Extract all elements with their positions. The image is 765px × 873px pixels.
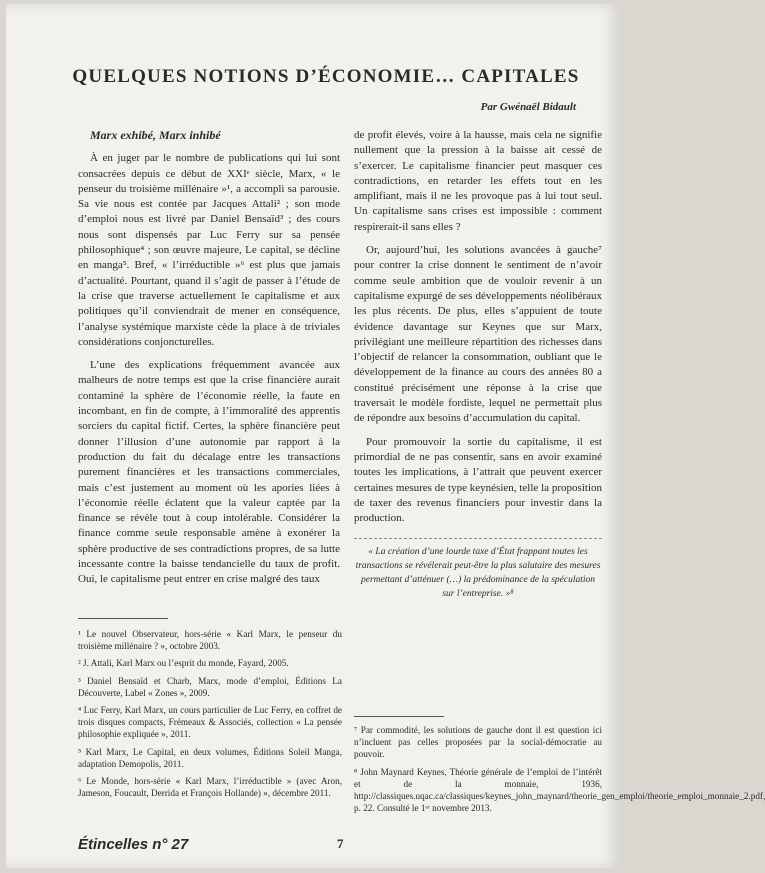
article-title: QUELQUES NOTIONS D’ÉCONOMIE… CAPITALES (72, 66, 580, 87)
footnote: ¹ Le nouvel Observateur, hors-série « Karl Marx, le penseur du troisième millénaire ? », octobre 2003. (78, 629, 342, 652)
footnote: ⁶ Le Monde, hors-série « Karl Marx, l’irréductible » (avec Aron, Jameson, Foucault, Derrida et François Hollande) », décembre 2011. (78, 776, 342, 799)
paragraph: de profit élevés, voire à la hausse, mais cela ne signifie nullement que la pression à la baisse ait cessé de s’exercer. Le capitalisme financier peut masquer ces contradictions, en retarder les effets tout en les amplifiant, mais il ne les provoque pas à lui tout seul. Un capitalisme sans crises est impossible : comment respirerait-il sans elles ? (354, 129, 602, 233)
footnote: ⁸ John Maynard Keynes, Théorie générale de l’emploi de l’intérêt et de la monnaie, 1936, http://classiques.uqac.ca/classiques/keynes_john_maynard/theorie_gen_emploi/theorie_emploi_monnaie_2.pdf, p. 22. Consulté le 1ᵉʳ novembre 2013. (354, 766, 765, 814)
footnotes-right (354, 724, 765, 819)
magazine-page (6, 4, 765, 868)
footnotes-left (78, 628, 342, 804)
footnote-divider (78, 618, 168, 619)
pull-quote: « La création d’une lourde taxe d’État frappant toutes les transactions se révélerait peut-être la plus salutaire des mesures permettant d’atténuer (…) la prédominance de la spéculation sur l’entreprise. »⁸ (354, 538, 602, 601)
paragraph: Or, aujourd’hui, les solutions avancées à gauche⁷ pour contrer la crise donnent le sentiment de n’avoir comme seule ambition que de vouloir revenir à un capitalisme expurgé de ses développements néolibéraux les plus récents. De plus, elles s’appuient de toute évidence davantage sur Keynes que sur Marx, privilégiant une meilleure répartition des richesses dans l’objectif de relancer la consommation, oubliant que le développement de la finance au cours des années 80 a constitué précisément une réponse à la crise que traversait le modèle fordiste, lequel ne permettait plus de répondre aux besoins d’accumulation du capital. (354, 244, 602, 425)
footnote: ² J. Attali, Karl Marx ou l’esprit du monde, Fayard, 2005. (78, 658, 289, 669)
article-author: Par Gwénaël Bidault (480, 101, 576, 113)
section-title: Marx exhibé, Marx inhibé (90, 128, 221, 142)
paragraph: Pour promouvoir la sortie du capitalisme, il est primordial de ne pas consentir, sans en avoir examiné toutes les implications, à l’attrait que peuvent exercer certaines mesures de type keynésien, telle la proposition de taxer des revenus financiers pour investir dans la production. (354, 435, 602, 525)
page-number: 7 (337, 836, 344, 851)
footnote: ⁷ Par commodité, les solutions de gauche dont il est question ici n’incluent pas celles proposées par la social-démocratie au pouvoir. (354, 725, 602, 760)
paragraph: À en juger par le nombre de publications qui lui sont consacrées depuis ce début de XXIᵉ siècle, Marx, « le penseur du troisième millénaire »¹, a accompli sa parousie. Sa vie nous est contée par Jacques Attali² ; son mode d’emploi nous est livré par Daniel Bensaïd³ ; des cours nous sont dispensés par Luc Ferry sur sa pensée philosophique⁴ ; son œuvre majeure, Le capital, se décline en manga⁵. Bref, « l’irréductible »⁶ est plus que jamais d’actualité. Pourtant, quand il s’agit de passer à l’étude de la crise que traverse actuellement le capitalisme et aux politiques qu’il conviendrait de mener en conséquence, l’analyse systémique marxiste cède la place à de triviales considérations conjoncturelles. (78, 152, 340, 348)
footnote: ³ Daniel Bensaïd et Charb, Marx, mode d’emploi, Éditions La Découverte, Label « Zones », 2009. (78, 675, 342, 698)
publication-name: Étincelles n° 27 (78, 836, 189, 853)
article-column-left (78, 128, 340, 596)
footnote: ⁵ Karl Marx, Le Capital, en deux volumes, Éditions Soleil Manga, adaptation Demopolis, 2011. (78, 746, 342, 769)
paragraph: L’une des explications fréquemment avancée aux malheurs de notre temps est que la crise financière aurait contaminé la sphère de l’économie réelle, la faute en incombant, en fin de compte, à l’immoralité des apprentis sorciers du capital fictif. Certes, la sphère financière peut donner l’illusion d’une autonomie par rapport à la production du fait du décalage entre les transactions purement financières et les transactions commerciales, mais c’est justement au moment où les apories liées à l’économie réelle éclatent que la valeur captée par la finance se révèle tout à coup intolérable. Considérer la finance comme seule responsable amène à exonérer la sphère productive de ses contradictions propres, de sa lutte incessante contre la baisse tendancielle du taux de profit. Oui, le capitalisme peut entrer en crise malgré des taux (78, 359, 340, 586)
footnote-divider (354, 716, 444, 717)
footnote: ⁴ Luc Ferry, Karl Marx, un cours particulier de Luc Ferry, en coffret de trois disques compacts, Frémeaux & Associés, collection « La pensée philosophie expliquée », 2011. (78, 705, 342, 740)
article-column-right (354, 128, 602, 601)
